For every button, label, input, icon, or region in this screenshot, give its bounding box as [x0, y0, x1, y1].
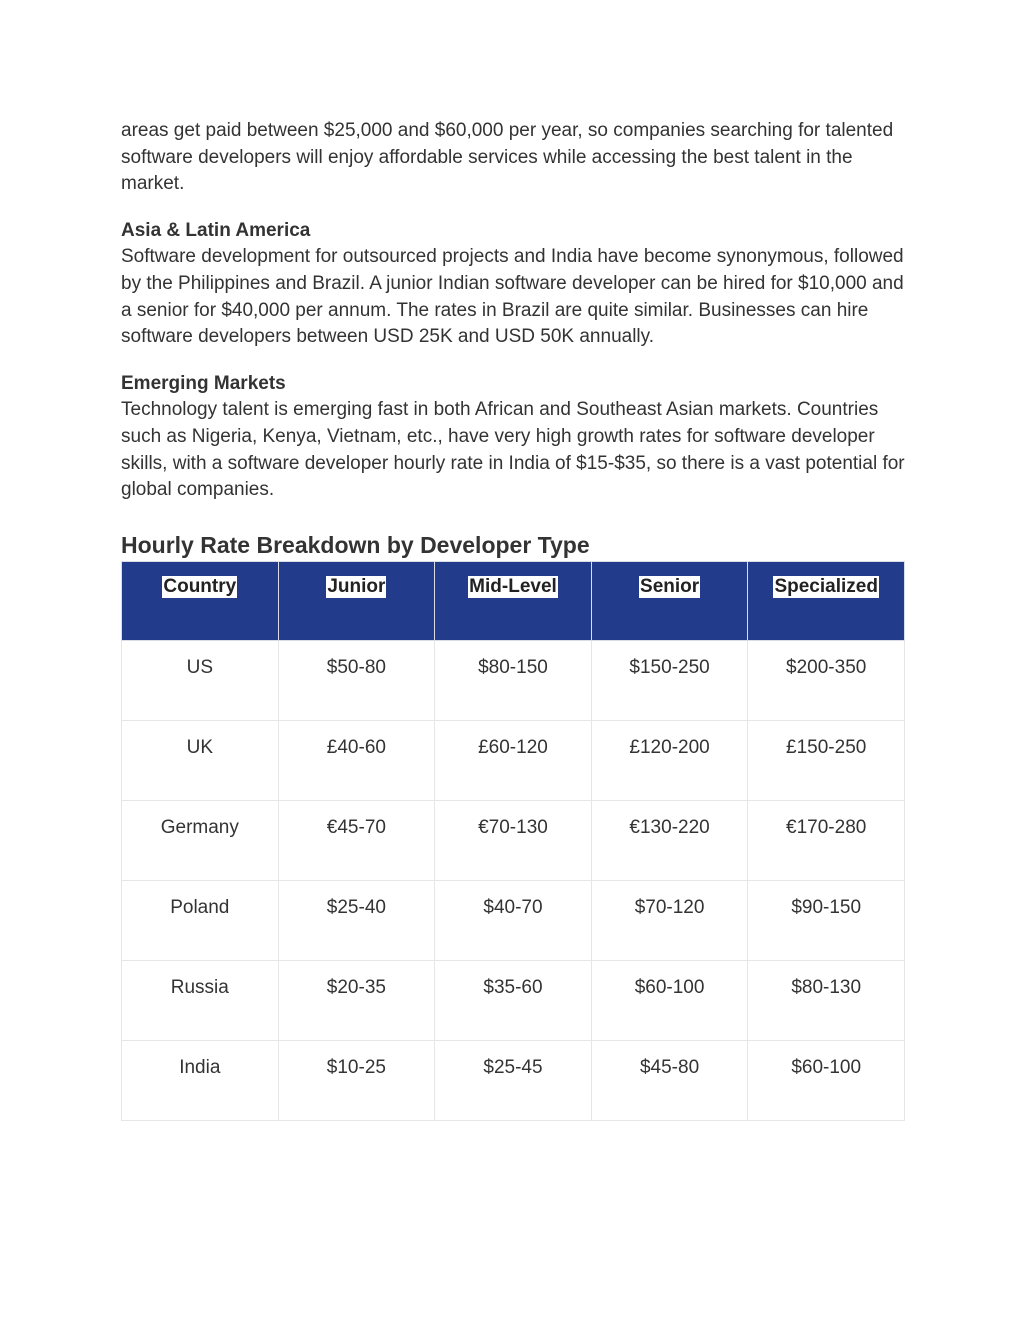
table-cell: $35-60 — [435, 960, 592, 1040]
section-body-emerging: Technology talent is emerging fast in both African and Southeast Asian markets. Countries such as Nigeria, Kenya, Vietnam, etc., have very high growth rates for software developer skills, with a software developer hourly rate in India of $15-$35, so there is a vast potential for global companies. — [121, 399, 905, 501]
table-cell: $60-100 — [748, 1040, 905, 1120]
table-cell: $60-100 — [591, 960, 748, 1040]
table-row — [122, 800, 905, 880]
table-cell: €130-220 — [591, 800, 748, 880]
table-cell: £150-250 — [748, 720, 905, 800]
hourly-rate-table — [121, 561, 905, 1121]
column-header-label: Country — [163, 575, 237, 597]
table-row — [122, 960, 905, 1040]
table-cell: $200-350 — [748, 640, 905, 720]
table-cell: $40-70 — [435, 880, 592, 960]
table-cell: £60-120 — [435, 720, 592, 800]
table-cell: $20-35 — [278, 960, 435, 1040]
table-cell: US — [122, 640, 279, 720]
table-cell: €45-70 — [278, 800, 435, 880]
table-cell: Poland — [122, 880, 279, 960]
intro-paragraph: areas get paid between $25,000 and $60,000 per year, so companies searching for talented software developers will enjoy affordable services while accessing the best talent in the market. — [121, 120, 894, 195]
table-cell: Russia — [122, 960, 279, 1040]
column-header-label: Senior — [640, 575, 700, 597]
column-header-label: Junior — [327, 575, 386, 597]
table-row — [122, 880, 905, 960]
table-cell: $90-150 — [748, 880, 905, 960]
table-cell: $50-80 — [278, 640, 435, 720]
table-heading: Hourly Rate Breakdown by Developer Type — [121, 531, 590, 558]
section-emerging-markets — [121, 371, 905, 504]
column-header — [748, 561, 905, 640]
table-cell: UK — [122, 720, 279, 800]
section-title-asia: Asia & Latin America — [121, 219, 311, 241]
column-header — [435, 561, 592, 640]
table-cell: $45-80 — [591, 1040, 748, 1120]
column-header — [122, 561, 279, 640]
table-cell: $25-40 — [278, 880, 435, 960]
document-page — [121, 118, 905, 1121]
table-cell: €70-130 — [435, 800, 592, 880]
table-cell: $80-130 — [748, 960, 905, 1040]
table-row — [122, 1040, 905, 1120]
table-cell: £120-200 — [591, 720, 748, 800]
section-title-emerging: Emerging Markets — [121, 372, 286, 394]
column-header — [591, 561, 748, 640]
table-cell: $80-150 — [435, 640, 592, 720]
table-cell: India — [122, 1040, 279, 1120]
column-header-label: Mid-Level — [469, 575, 557, 597]
column-header-label: Specialized — [774, 575, 878, 597]
table-row — [122, 640, 905, 720]
table-cell: Germany — [122, 800, 279, 880]
section-asia-latin-america — [121, 218, 905, 351]
table-cell: $25-45 — [435, 1040, 592, 1120]
table-cell: $150-250 — [591, 640, 748, 720]
table-cell: $10-25 — [278, 1040, 435, 1120]
section-body-asia: Software development for outsourced projects and India have become synonymous, followed by the Philippines and Brazil. A junior Indian software developer can be hired for $10,000 and a senior for $40,000 per annum. The rates in Brazil are quite similar. Businesses can hire software developers between USD 25K and USD 50K annually. — [121, 246, 904, 348]
table-cell: $70-120 — [591, 880, 748, 960]
table-row — [122, 720, 905, 800]
table-cell: £40-60 — [278, 720, 435, 800]
table-header-row — [122, 561, 905, 640]
column-header — [278, 561, 435, 640]
table-cell: €170-280 — [748, 800, 905, 880]
